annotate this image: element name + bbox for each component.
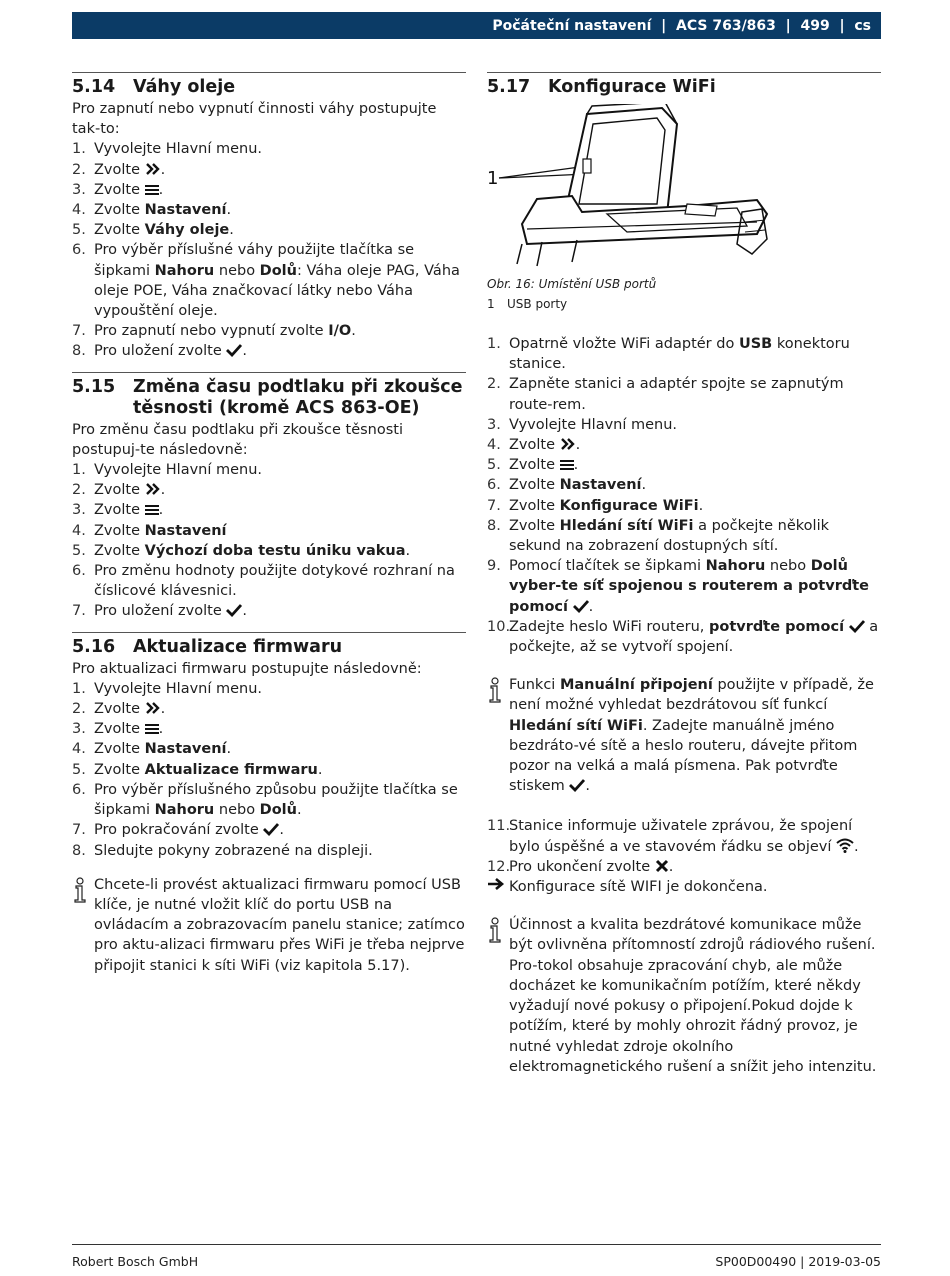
info-note: [487, 675, 881, 796]
header-model: ACS 763/863: [676, 17, 776, 34]
hamburger-icon: [145, 184, 159, 196]
section-heading: 5.16 Aktualizace firmwaru: [72, 636, 343, 657]
list-item: 7. Zvolte Konfigurace WiFi.: [487, 497, 704, 514]
list-item: 5. Zvolte Výchozí doba testu úniku vakua.: [72, 542, 411, 559]
list-item: 2. Zapněte stanici a adaptér spojte se zapnutým route-rem.: [487, 376, 844, 413]
steps-list: [72, 139, 466, 361]
note-text: Funkci Manuální připojení použijte v případě, že není možné vyhledat bezdrátovou síť funkcí Hledání sítí WiFi. Zadejte manuálně jméno bezdráto-vé sítě a heslo routeru, dávejte přitom pozor na velká a malá písmena. Pak potvrďte stiskem .: [509, 677, 874, 795]
header-lang: cs: [854, 17, 871, 34]
section-heading: 5.17 Konfigurace WiFi: [487, 77, 716, 97]
list-item: 4. Zvolte Nastavení: [72, 522, 227, 539]
header-section: Počáteční nastavení: [492, 17, 652, 34]
steps-list: [487, 334, 881, 657]
note-text: Účinnost a kvalita bezdrátové komunikace může být ovlivněna přítomností zdrojů rádiového rušení. Pro-tokol obsahuje zpracování chyb, ale může docházet ke komunikačním potížím, které někdy vyžadují nové pokusy o připojení.Pokud dojde k potížím, které by mohly ohrozit řádný provoz, je nutné vyhledat zdroje okolního elektromagnetického rušení a snížit jeho intenzitu.: [509, 917, 877, 1075]
list-item: 7. Pro uložení zvolte .: [72, 603, 247, 620]
list-item: 8. Zvolte Hledání sítí WiFi a počkejte několik sekund na zobrazení dostupných sítí.: [487, 517, 829, 555]
list-item: 8. Sledujte pokyny zobrazené na displeji.: [72, 842, 373, 859]
info-icon: [72, 877, 88, 903]
page-header: Počáteční nastavení | ACS 763/863 | 499 | cs: [72, 12, 881, 39]
list-item: 1. Vyvolejte Hlavní menu.: [72, 462, 263, 479]
list-item: 4. Zvolte Nastavení.: [72, 202, 232, 219]
list-item: 1. Vyvolejte Hlavní menu.: [72, 680, 263, 697]
checkmark-icon: [226, 343, 242, 357]
hamburger-icon: [145, 504, 159, 516]
figure-caption: Obr. 16: Umístění USB portů: [487, 277, 657, 291]
list-item: 2. Zvolte .: [72, 701, 166, 718]
steps-list: [487, 816, 881, 897]
list-item: 6. Pro změnu hodnoty použijte dotykové rozhraní na číslicové klávesnici.: [72, 563, 455, 600]
list-item: 6. Pro výběr příslušného způsobu použijte tlačítka se šipkami Nahoru nebo Dolů.: [72, 781, 458, 819]
figure-legend: 1 USB porty: [487, 297, 568, 311]
right-column: [487, 72, 881, 1087]
page-footer: [72, 1244, 881, 1269]
list-item: 1. Opatrně vložte WiFi adaptér do USB konektoru stanice.: [487, 336, 850, 373]
info-icon: [487, 677, 503, 703]
hamburger-icon: [560, 459, 574, 471]
checkmark-icon: [263, 822, 279, 836]
hamburger-icon: [145, 723, 159, 735]
list-item: 6. Pro výběr příslušné váhy použijte tlačítka se šipkami Nahoru nebo Dolů: Váha oleje PAG, Váha oleje POE, Váha značkovací látky nebo Váha vypouštění oleje.: [72, 242, 460, 320]
list-item: 1. Vyvolejte Hlavní menu.: [72, 141, 263, 158]
checkmark-icon: [573, 599, 589, 613]
list-item: 6. Zvolte Nastavení.: [487, 477, 647, 494]
section-intro: Pro aktualizaci firmwaru postupujte následovně:: [72, 660, 422, 677]
list-item: 3. Zvolte .: [72, 721, 164, 738]
info-note: [487, 915, 881, 1077]
double-chevron-icon: [145, 482, 161, 496]
footer-doc-info: SP00D00490 | 2019-03-05: [715, 1254, 881, 1269]
list-item: 7. Pro zapnutí nebo vypnutí zvolte I/O.: [72, 323, 356, 340]
checkmark-icon: [569, 778, 585, 792]
section-intro: Pro zapnutí nebo vypnutí činnosti váhy postupujte tak-to:: [72, 101, 437, 138]
list-item: 3. Zvolte .: [72, 502, 164, 519]
double-chevron-icon: [145, 701, 161, 715]
list-item: 12. Pro ukončení zvolte .: [487, 858, 674, 875]
checkmark-icon: [226, 603, 242, 617]
double-chevron-icon: [145, 162, 161, 176]
section-intro: Pro změnu času podtlaku při zkoušce těsnosti postupuj-te následovně:: [72, 421, 404, 458]
power-toggle-icon: I/O: [328, 323, 352, 340]
list-item: 2. Zvolte .: [72, 161, 166, 178]
section-5-16: [72, 632, 466, 976]
list-item: 7. Pro pokračování zvolte .: [72, 822, 284, 839]
x-icon: [655, 859, 669, 873]
section-heading: 5.14 Váhy oleje: [72, 77, 236, 97]
left-column: [72, 72, 466, 986]
figure-callout: 1: [487, 168, 499, 189]
steps-list: [72, 679, 466, 861]
list-item: 9. Pomocí tlačítek se šipkami Nahoru nebo Dolů vyber-te síť spojenou s routerem a potvrďte pomocí .: [487, 558, 869, 615]
list-item: 8. Pro uložení zvolte .: [72, 343, 247, 360]
note-text: Chcete-li provést aktualizaci firmwaru pomocí USB klíče, je nutné vložit klíč do portu USB na ovládacím a zobrazovacím panelu stanice; zatímco pro aktu-alizaci firmwaru přes WiFi je třeba nejprve připojit stanici k síti WiFi (viz kapitola 5.17).: [94, 876, 465, 974]
list-item: 5. Zvolte Aktualizace firmwaru.: [72, 761, 323, 778]
list-item: 5. Zvolte .: [487, 457, 579, 474]
list-item: 10. Zadejte heslo WiFi routeru, potvrďte pomocí a počkejte, až se vytvoří spojení.: [487, 618, 879, 656]
section-5-15: [72, 372, 466, 622]
station-illustration: [487, 104, 881, 274]
footer-company: Robert Bosch GmbH: [72, 1254, 199, 1269]
section-5-17: [487, 72, 881, 1077]
list-item: Konfigurace sítě WIFI je dokončena.: [487, 877, 881, 897]
usb-port-figure: [487, 104, 881, 274]
list-item: 4. Zvolte Nastavení.: [72, 741, 232, 758]
list-item: 4. Zvolte .: [487, 437, 581, 454]
info-icon: [487, 917, 503, 943]
list-item: 5. Zvolte Váhy oleje.: [72, 222, 234, 239]
section-heading: 5.15 Změna času podtlaku při zkoušce těsnosti (kromě ACS 863-OE): [72, 376, 463, 418]
list-item: 3. Zvolte .: [72, 181, 164, 198]
list-item: 3. Vyvolejte Hlavní menu.: [487, 416, 678, 433]
arrow-right-icon: [487, 877, 505, 891]
wifi-icon: [836, 837, 854, 853]
section-5-14: [72, 72, 466, 362]
double-chevron-icon: [560, 437, 576, 451]
header-page: 499: [800, 17, 830, 34]
list-item: 11. Stanice informuje uživatele zprávou, že spojení bylo úspěšné a ve stavovém řádku se objeví .: [487, 818, 859, 855]
steps-list: [72, 460, 466, 622]
info-note: [72, 875, 466, 976]
checkmark-icon: [849, 619, 865, 633]
list-item: 2. Zvolte .: [72, 482, 166, 499]
